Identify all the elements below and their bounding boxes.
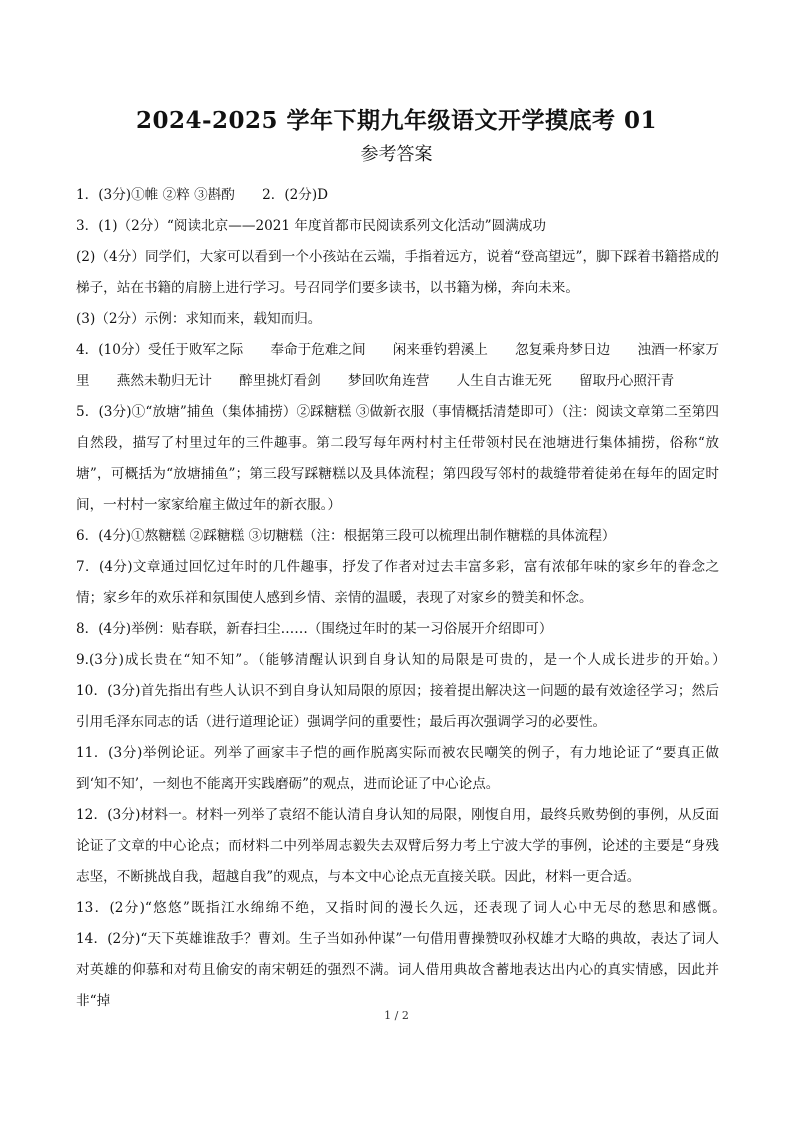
- page-title: 2024-2025 学年下期九年级语文开学摸底考 01: [135, 107, 658, 134]
- answer-3-2: (2)（4分）同学们，大家可以看到一个小孩站在云端，手指着远方，说着“登高望远”，脚下踩着书籍搭成的梯子，站在书籍的肩膀上进行学习。号召同学们要多读书，以书籍为梯，奔向未来。: [76, 249, 719, 296]
- answer-3-3: (3)（2分）示例：求知而来，载知而归。: [76, 311, 322, 327]
- answer-1-2: 1．(3分)①帷 ②粹 ③斟酌 2．(2分)D: [76, 187, 329, 203]
- answer-4: 4．(10分）受任于败军之际 奉命于危难之间 闲来垂钓碧溪上 忽复乘舟梦日边 浊酒一杯家万里 燕然未勒归无计 醉里挑灯看剑 梦回吹角连营 人生自古谁无死 留取丹心照汗青: [76, 342, 719, 389]
- answer-12: 12．(3分)材料一。材料一列举了袁绍不能认清自身认知的局限，刚愎自用，最终兵败势倒的事例，从反面论证了文章的中心论点；而材料二中列举周志毅失去双臂后努力考上宁波大学的事例，论述的主要是“身残志坚，不断挑战自我，超越自我”的观点，与本文中心论点无直接关联。因此，材料一更合适。: [76, 807, 719, 885]
- answer-5: 5．(3分)①“放塘”捕鱼（集体捕捞）②踩糖糕 ③做新衣服（事情概括清楚即可）（注：阅读文章第二至第四自然段，描写了村里过年的三件趣事。第二段写每年两村村主任带领村民在池塘进行集体捕捞，俗称“放塘”，可概括为“放塘捕鱼”；第三段写踩糖糕以及具体流程；第四段写邻村的裁缝带着徒弟在每年的固定时间，一村村一家家给雇主做过年的新衣服。）: [76, 404, 719, 513]
- answer-9-10: 9.(3分)成长贵在“知不知”。（能够清醒认识到自身认知的局限是可贵的，是一个人成长进步的开始。） 10．(3分)首先指出有些人认识不到自身认知局限的原因；接着提出解决这一问题的最有效途径学习；然后引用毛泽东同志的话（进行道理论证）强调学问的重要性；最后再次强调学习的必要性。: [76, 652, 747, 730]
- page-subtitle: 参考答案: [360, 144, 433, 165]
- answer-8: 8．(4分)举例：贴春联，新春扫尘……（围绕过年时的某一习俗展开介绍即可）: [76, 621, 553, 637]
- page-number: 1 / 2: [384, 1009, 409, 1022]
- answer-11: 11．(3分)举例论证。列举了画家丰子恺的画作脱离实际而被农民嘲笑的例子，有力地论证了“要真正做到‘知不知’，一刻也不能离开实践磨砺”的观点，进而论证了中心论点。: [76, 745, 719, 792]
- answers-body: [76, 180, 747, 1017]
- answer-3-1: 3．(1)（2分）“阅读北京——2021 年度首都市民阅读系列文化活动”圆满成功: [76, 218, 546, 234]
- answer-7: 7．(4分)文章通过回忆过年时的几件趣事，抒发了作者对过去丰富多彩，富有浓郁年味的家乡年的眷念之情；家乡年的欢乐祥和氛围使人感到乡情、亲情的温暖，表现了对家乡的赞美和怀念。: [76, 559, 719, 606]
- answer-6: 6．(4分)①熬糖糕 ②踩糖糕 ③切糖糕（注：根据第三段可以梳理出制作糖糕的具体流程）: [76, 528, 616, 544]
- answer-13-14: 13．(2分)“悠悠”既指江水绵绵不绝，又指时间的漫长久远，还表现了词人心中无尽的愁思和感慨。 14．(2分)“天下英雄谁敌手？曹刘。生子当如孙仲谋”一句借用曹操赞叹孙权雄才大略的典故，表达了词人对英雄的仰慕和对苟且偷安的南宋朝廷的强烈不满。词人借用典故含蓄地表达出内心的真实情感，因此并非“掉: [76, 900, 747, 1009]
